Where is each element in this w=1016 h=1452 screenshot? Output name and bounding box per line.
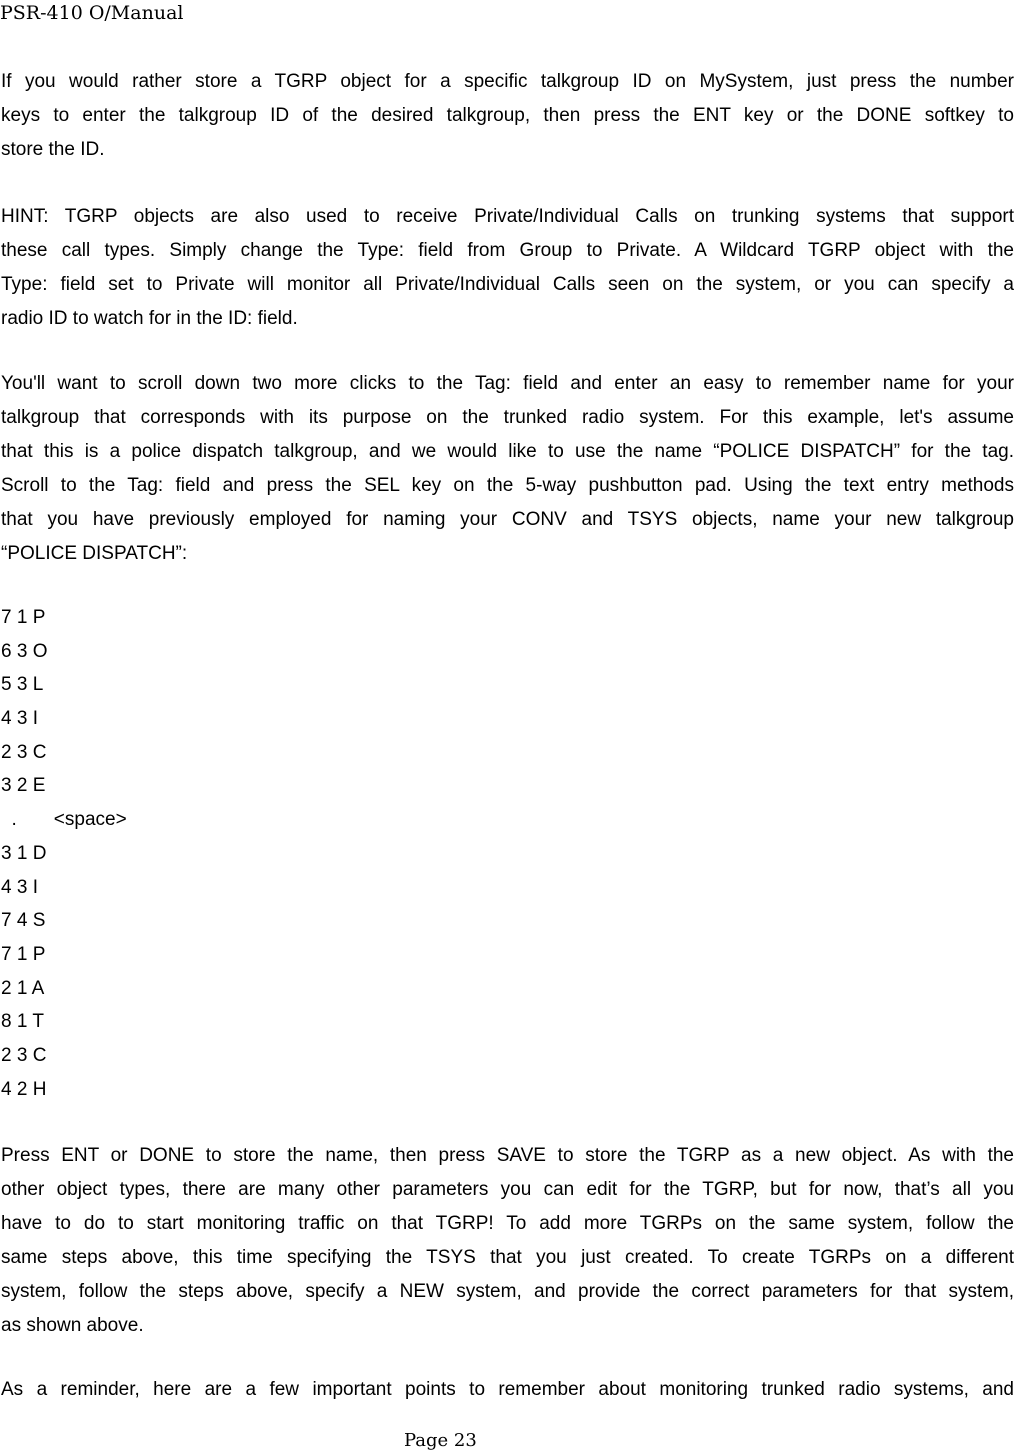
page-number: Page 23 [404,1430,477,1451]
key-sequence-item: 2 1 A [1,977,45,999]
key-sequence-item: . <space> [1,809,127,831]
key-sequence-item: 2 3 C [1,741,47,763]
text-line: talkgroup that corresponds with its purpose on the trunked radio system. For this example, let's assume [1,407,1014,428]
text-line: You'll want to scroll down two more clicks to the Tag: field and enter an easy to remember name for your [1,373,1014,394]
key-sequence-item: 7 1 P [1,943,46,965]
text-line: If you would rather store a TGRP object for a specific talkgroup ID on MySystem, just press the number [1,71,1014,92]
key-sequence-item: 6 3 O [1,640,48,662]
text-line: Scroll to the Tag: field and press the SEL key on the 5-way pushbutton pad. Using the text entry methods [1,475,1014,496]
paragraph-reminder [1,1373,1014,1407]
text-line: As a reminder, here are a few important points to remember about monitoring trunked radio systems, and [1,1379,1014,1400]
text-line: have to do to start monitoring traffic on that TGRP! To add more TGRPs on the same system, follow the [1,1213,1014,1234]
text-line: Press ENT or DONE to store the name, then press SAVE to store the TGRP as a new object. As with the [1,1145,1014,1166]
key-sequence-item: 3 1 D [1,842,47,864]
text-line: same steps above, this time specifying the TSYS that you just created. To create TGRPs on a different [1,1247,1014,1268]
key-sequence-item: 4 2 H [1,1078,47,1100]
paragraph-hint [1,200,1014,336]
key-sequence-item: 7 1 P [1,607,46,628]
key-sequence-list [1,601,127,1106]
key-sequence-item: 4 3 I [1,876,38,898]
text-line: store the ID. [1,139,105,160]
text-line: radio ID to watch for in the ID: field. [1,308,298,329]
key-sequence-item: 8 1 T [1,1011,44,1033]
text-line: HINT: TGRP objects are also used to receive Private/Individual Calls on trunking systems that support [1,206,1014,227]
text-line: that this is a police dispatch talkgroup, and we would like to use the name “POLICE DISPATCH” for the tag. [1,441,1014,462]
key-sequence-item: 3 2 E [1,775,46,797]
text-line: Type: field set to Private will monitor all Private/Individual Calls seen on the system, or you can specify a [1,274,1014,295]
key-sequence-item: 2 3 C [1,1044,47,1066]
text-line: system, follow the steps above, specify a NEW system, and provide the correct parameters for that system, [1,1281,1014,1302]
paragraph-store-talkgroup [1,65,1014,167]
key-sequence-item: 4 3 I [1,708,38,730]
page-header: PSR-410 O/Manual [0,2,184,24]
text-line: as shown above. [1,1315,144,1336]
text-line: that you have previously employed for naming your CONV and TSYS objects, name your new talkgroup [1,509,1014,530]
paragraph-tag-field [1,367,1014,571]
text-line: these call types. Simply change the Type: field from Group to Private. A Wildcard TGRP object with the [1,240,1014,261]
text-line: keys to enter the talkgroup ID of the desired talkgroup, then press the ENT key or the DONE softkey to [1,105,1014,126]
text-line: other object types, there are many other parameters you can edit for the TGRP, but for now, that’s all you [1,1179,1014,1200]
text-line: “POLICE DISPATCH”: [1,543,188,564]
key-sequence-item: 5 3 L [1,674,44,696]
key-sequence-item: 7 4 S [1,910,46,932]
paragraph-save [1,1139,1014,1343]
